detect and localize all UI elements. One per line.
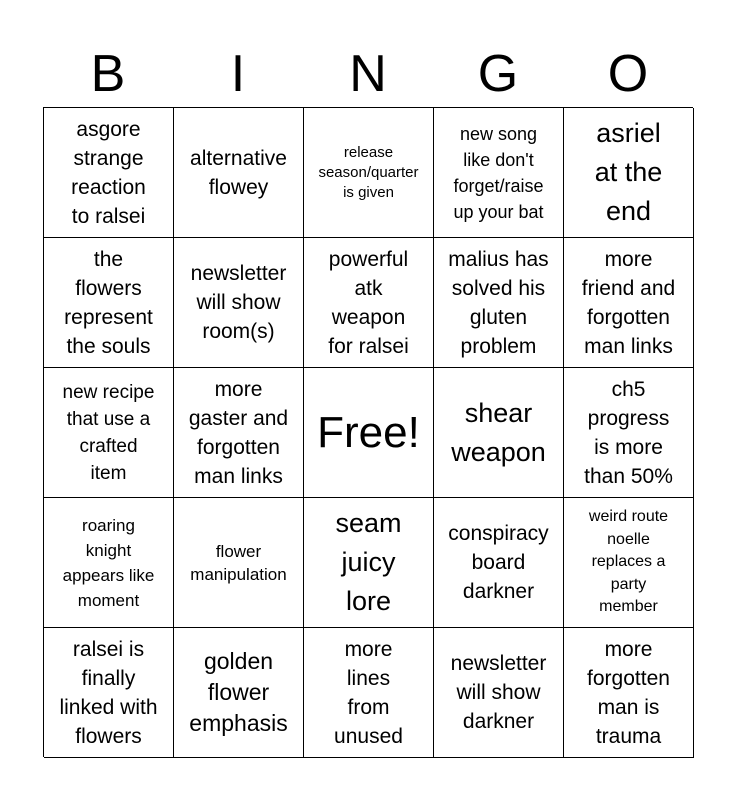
bingo-cell[interactable] <box>174 498 304 628</box>
bingo-header <box>43 40 693 108</box>
bingo-cell-free[interactable] <box>304 368 434 498</box>
cell-text: golden flower emphasis <box>189 648 288 736</box>
cell-text: the flowers represent the souls <box>64 247 153 358</box>
bingo-cell[interactable] <box>564 238 694 368</box>
cell-text: newsletter will show darkner <box>450 652 547 733</box>
bingo-cell[interactable] <box>434 108 564 238</box>
cell-text: more gaster and forgotten man links <box>188 377 289 488</box>
bingo-cell[interactable] <box>434 498 564 628</box>
free-space-text: Free! <box>317 407 420 457</box>
header-letter-b: B <box>90 45 126 103</box>
bingo-cell[interactable] <box>44 498 174 628</box>
cell-text: conspiracy board darkner <box>448 522 549 603</box>
cell-text: new song like don't forget/raise up your bat <box>453 123 544 222</box>
bingo-cell[interactable] <box>564 368 694 498</box>
bingo-cell[interactable] <box>434 628 564 758</box>
bingo-cell[interactable] <box>44 108 174 238</box>
cell-text: roaring knight appears like moment <box>62 515 155 610</box>
cell-text: asgore strange reaction to ralsei <box>71 117 146 228</box>
bingo-cell[interactable] <box>44 368 174 498</box>
bingo-cell[interactable] <box>304 498 434 628</box>
cell-text: newsletter will show room(s) <box>190 262 287 343</box>
bingo-cell[interactable] <box>304 108 434 238</box>
bingo-cell[interactable] <box>434 368 564 498</box>
cell-text: more forgotten man is trauma <box>587 637 670 748</box>
bingo-board <box>43 107 693 757</box>
bingo-cell[interactable] <box>174 628 304 758</box>
header-letter-o: O <box>607 45 649 103</box>
bingo-cell[interactable] <box>304 238 434 368</box>
bingo-cell[interactable] <box>564 108 694 238</box>
header-letter-g: G <box>477 45 519 103</box>
cell-text: ralsei is finally linked with flowers <box>59 637 158 748</box>
cell-text: powerful atk weapon for ralsei <box>328 247 409 358</box>
bingo-cell[interactable] <box>174 368 304 498</box>
bingo-cell[interactable] <box>304 628 434 758</box>
cell-text: shear weapon <box>451 397 546 467</box>
cell-text: release season/quarter is given <box>318 143 419 201</box>
cell-text: more lines from unused <box>334 637 403 748</box>
cell-text: new recipe that use a crafted item <box>62 381 155 484</box>
cell-text: malius has solved his gluten problem <box>448 247 549 358</box>
cell-text: alternative flowey <box>190 146 287 199</box>
bingo-cell[interactable] <box>434 238 564 368</box>
header-letter-i: I <box>230 45 246 103</box>
bingo-cell[interactable] <box>174 238 304 368</box>
cell-text: ch5 progress is more than 50% <box>584 377 673 488</box>
cell-text: flower manipulation <box>190 541 287 584</box>
bingo-cell[interactable] <box>44 238 174 368</box>
cell-text: seam juicy lore <box>335 508 402 616</box>
bingo-cell[interactable] <box>564 628 694 758</box>
cell-text: more friend and forgotten man links <box>581 247 676 358</box>
cell-text: weird route noelle replaces a party member <box>588 508 669 616</box>
cell-text: asriel at the end <box>594 118 663 226</box>
bingo-cell[interactable] <box>44 628 174 758</box>
bingo-cell[interactable] <box>564 498 694 628</box>
header-letter-n: N <box>349 45 387 103</box>
bingo-cell[interactable] <box>174 108 304 238</box>
